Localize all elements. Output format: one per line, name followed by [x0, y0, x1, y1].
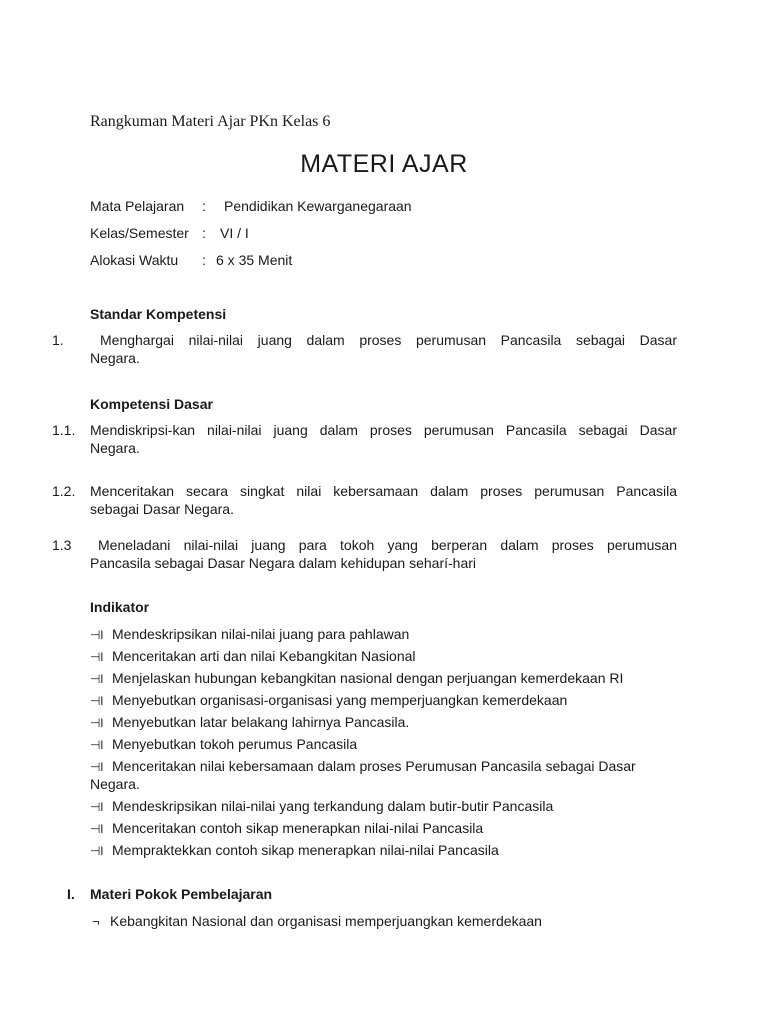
bullet-icon: ⊣l	[90, 650, 104, 664]
section-heading-indikator: Indikator	[90, 599, 150, 615]
list-item: ¬ Kebangkitan Nasional dan organisasi memperjuangkan kemerdekaan	[92, 913, 542, 929]
list-item: ⊣l Menceritakan contoh sikap menerapkan nilai-nilai Pancasila	[90, 820, 484, 836]
bullet-icon: ⊣l	[90, 738, 104, 752]
list-item: ⊣l Menyebutkan latar belakang lahirnya Pancasila.	[90, 714, 410, 730]
document-header: Rangkuman Materi Ajar PKn Kelas 6	[90, 113, 331, 130]
page-title: MATERI AJAR	[300, 150, 468, 178]
bullet-icon: ⊣l	[90, 844, 104, 858]
list-item: ⊣l Mendeskripsikan nilai-nilai yang terkandung dalam butir-butir Pancasila	[90, 798, 554, 814]
list-item: ⊣l Mendeskripsikan nilai-nilai juang para pahlawan	[90, 626, 410, 642]
list-item-text: Meneladani nilai-nilai juang para tokoh yang berperan dalam proses perumusan	[98, 537, 677, 553]
section-number: I.	[67, 886, 75, 902]
bullet-icon: ⊣l	[90, 716, 104, 730]
meta-row-mata-pelajaran: Mata Pelajaran : Pendidikan Kewarganegaraan	[90, 198, 412, 214]
list-item-text-cont: sebagai Dasar Negara.	[90, 501, 234, 517]
section-heading-kompetensi: Kompetensi Dasar	[90, 396, 213, 412]
bullet-icon: ⊣l	[90, 822, 104, 836]
bullet-icon: ⊣l	[90, 760, 104, 774]
list-item-text: Menceritakan secara singkat nilai kebersamaan dalam proses perumusan Pancasila	[90, 483, 677, 499]
bullet-icon: ⊣l	[90, 628, 104, 642]
meta-row-kelas-semester: Kelas/Semester : VI / I	[90, 225, 249, 241]
list-item: ⊣l Menceritakan nilai kebersamaan dalam proses Perumusan Pancasila sebagai Dasar	[90, 758, 636, 774]
list-item-text-cont: Negara.	[90, 776, 140, 792]
list-item-text-cont: Negara.	[90, 440, 140, 456]
list-item: ⊣l Menyebutkan tokoh perumus Pancasila	[90, 736, 358, 752]
list-item: ⊣l Menyebutkan organisasi-organisasi yang memperjuangkan kemerdekaan	[90, 692, 568, 708]
list-item-text-cont: Negara.	[90, 350, 140, 366]
list-number: 1.2.	[52, 483, 76, 499]
bullet-icon: ⊣l	[90, 672, 104, 686]
list-item: ⊣l Menceritakan arti dan nilai Kebangkitan Nasional	[90, 648, 416, 664]
section-heading-standar: Standar Kompetensi	[90, 306, 227, 322]
list-number: 1.1.	[52, 422, 76, 438]
meta-row-alokasi-waktu: Alokasi Waktu : 6 x 35 Menit	[90, 252, 293, 268]
bullet-icon: ⊣l	[90, 694, 104, 708]
list-item-text-cont: Pancasila sebagai Dasar Negara dalam kehidupan seharí-hari	[90, 555, 477, 571]
list-number: 1.3	[52, 537, 72, 553]
list-item: ⊣l Mempraktekkan contoh sikap menerapkan nilai-nilai Pancasila	[90, 842, 499, 858]
bullet-icon: ¬	[92, 914, 100, 929]
list-item-text: Mendiskripsi-kan nilai-nilai juang dalam proses perumusan Pancasila sebagai Dasar	[90, 422, 677, 438]
list-item-text: Menghargai nilai-nilai juang dalam proses perumusan Pancasila sebagai Dasar	[100, 332, 677, 348]
bullet-icon: ⊣l	[90, 800, 104, 814]
section-heading-materi: Materi Pokok Pembelajaran	[90, 886, 273, 902]
list-number: 1.	[52, 332, 64, 348]
list-item: ⊣l Menjelaskan hubungan kebangkitan nasional dengan perjuangan kemerdekaan RI	[90, 670, 624, 686]
